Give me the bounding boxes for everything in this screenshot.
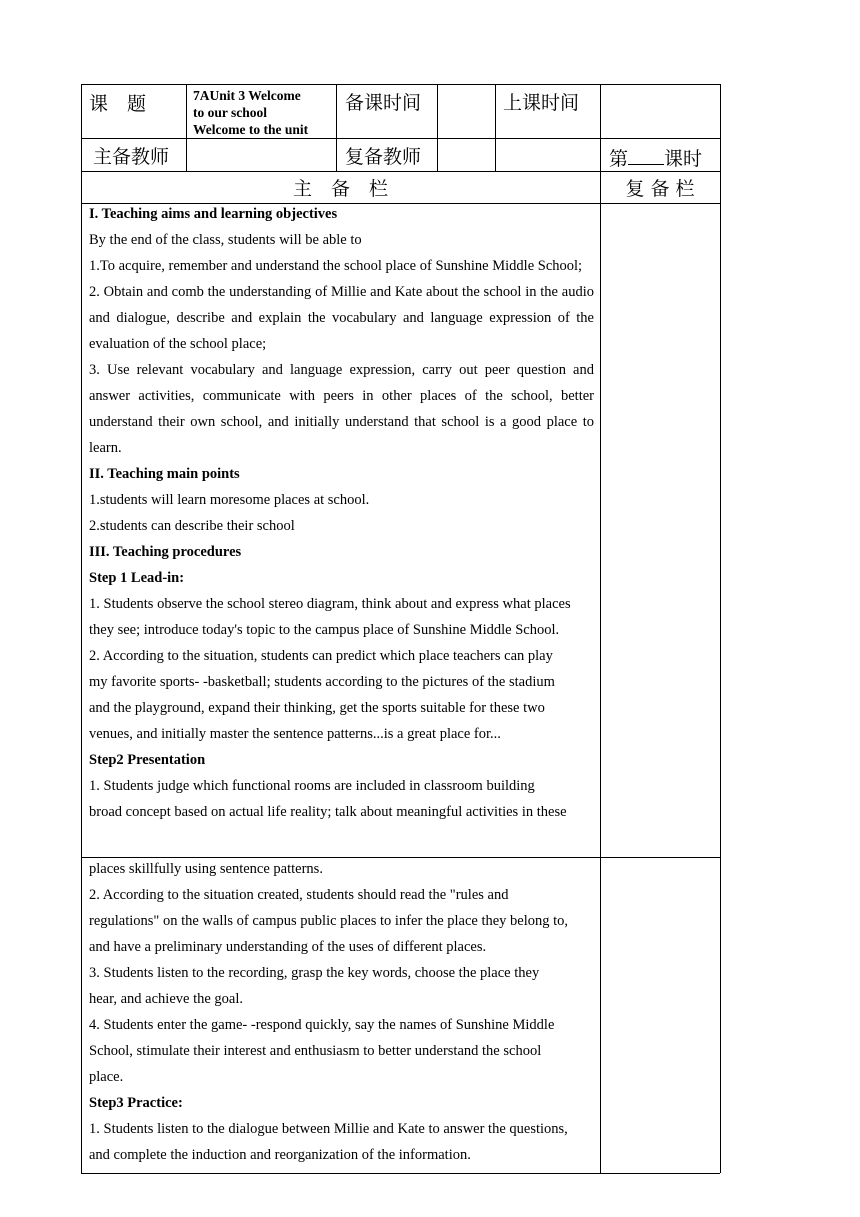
text-line: 1. Students observe the school stereo diagram, think about and express what places (89, 596, 571, 612)
text-line: and complete the induction and reorganization of the information. (89, 1147, 471, 1163)
paragraph: 1.students will learn moresome places at school. (89, 492, 370, 508)
section-heading: I. Teaching aims and learning objectives (89, 206, 338, 222)
text-line: and have a preliminary understanding of the uses of different places. (89, 939, 487, 955)
table-rule (720, 84, 721, 1173)
lesson-number-blank[interactable] (628, 146, 664, 165)
text-line: School, stimulate their interest and enthusiasm to better understand the school (89, 1043, 542, 1059)
review-column-area-continued[interactable] (601, 858, 719, 1172)
prep-time-label: 备课时间 (345, 92, 422, 114)
table-rule (336, 84, 337, 171)
step-heading: Step 1 Lead-in: (89, 570, 185, 586)
text-line: 1. Students listen to the dialogue between Millie and Kate to answer the questions, (89, 1121, 568, 1137)
main-column-title: 主 备 栏 (292, 178, 388, 200)
text-line: 2. According to the situation, students can predict which place teachers can play (89, 648, 553, 664)
paragraph: By the end of the class, students will be able to (89, 232, 362, 248)
text-line: and the playground, expand their thinking, get the sports suitable for these two (89, 700, 545, 716)
text-line: my favorite sports- -basketball; students according to the pictures of the stadium (89, 674, 555, 690)
text-line: places skillfully using sentence patterns. (89, 861, 323, 877)
class-time-value[interactable] (601, 85, 719, 137)
lesson-suffix: 课时 (664, 148, 703, 170)
text-line: regulations" on the walls of campus public places to infer the place they belong to, (89, 913, 569, 929)
text-line: 3. Students listen to the recording, grasp the key words, choose the place they (89, 965, 540, 981)
main-teacher-label: 主备教师 (93, 146, 170, 168)
paragraph: 2.students can describe their school (89, 518, 295, 534)
review-column-area[interactable] (601, 204, 719, 856)
main-teacher-value[interactable] (187, 139, 335, 170)
topic-label: 课 题 (89, 93, 147, 115)
prep-time-value[interactable] (438, 85, 494, 137)
text-line: 2. According to the situation created, students should read the "rules and (89, 887, 509, 903)
section-heading: II. Teaching main points (89, 466, 240, 482)
review-teacher-label: 复备教师 (345, 146, 422, 168)
table-rule (81, 138, 720, 139)
text-line: 1. Students judge which functional rooms are included in classroom building (89, 778, 535, 794)
table-rule (81, 84, 82, 1173)
paragraph: 3. Use relevant vocabulary and language expression, carry out peer question and answer activities, communicate with peers in other places of the school, better understand their own school, and initially understand that school is a good place to learn. (89, 362, 594, 456)
text-line: place. (89, 1069, 124, 1085)
class-time-label: 上课时间 (503, 92, 580, 114)
topic-value (193, 87, 308, 138)
text-line: 4. Students enter the game- -respond quickly, say the names of Sunshine Middle (89, 1017, 555, 1033)
paragraph: 1.To acquire, remember and understand the school place of Sunshine Middle School; (89, 258, 583, 274)
text-line: venues, and initially master the sentence patterns...is a great place for... (89, 726, 501, 742)
step-heading: Step3 Practice: (89, 1095, 183, 1111)
table-rule (81, 171, 720, 172)
lesson-prefix: 第 (609, 148, 629, 170)
table-rule (81, 1173, 720, 1174)
topic-line: Welcome to the unit (193, 122, 309, 137)
review-teacher-value[interactable] (438, 139, 494, 170)
main-content-continued (89, 856, 594, 1168)
text-line: hear, and achieve the goal. (89, 991, 244, 1007)
topic-line: 7AUnit 3 Welcome (193, 88, 301, 103)
text-line: they see; introduce today's topic to the campus place of Sunshine Middle School. (89, 622, 560, 638)
paragraph: 2. Obtain and comb the understanding of Millie and Kate about the school in the audio and dialogue, describe and explain the vocabulary and language expression of the evaluation of the school place; (89, 284, 594, 352)
lesson-number (609, 146, 702, 170)
section-heading: III. Teaching procedures (89, 544, 242, 560)
step-heading: Step2 Presentation (89, 752, 206, 768)
text-line: broad concept based on actual life reality; talk about meaningful activities in these (89, 804, 567, 820)
review-column-title: 复 备 栏 (625, 178, 695, 200)
main-content (89, 201, 594, 825)
review-teacher-value-2[interactable] (496, 139, 599, 170)
topic-line: to our school (193, 105, 268, 120)
